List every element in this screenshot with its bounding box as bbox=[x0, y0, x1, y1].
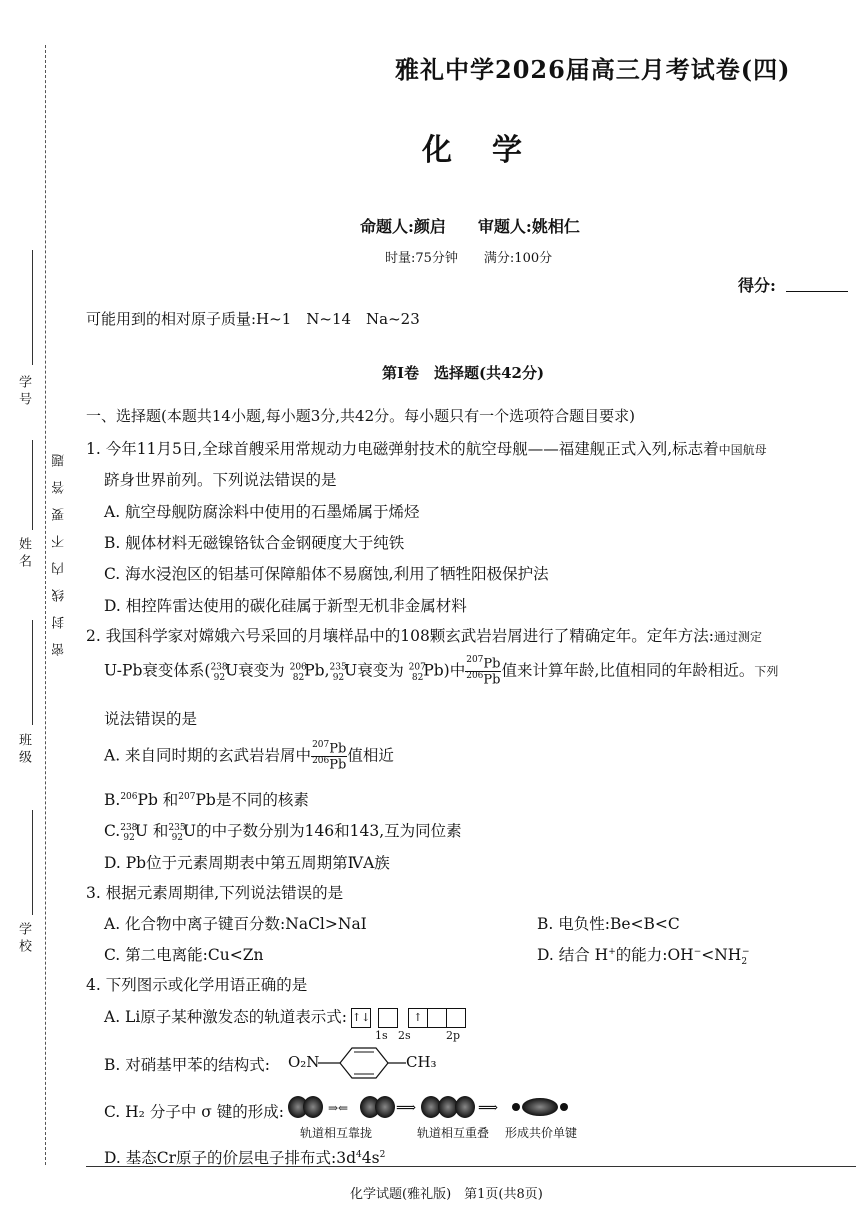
q2-stem2a: U-Pb衰变体系( bbox=[104, 661, 211, 680]
q3-option-a: A. 化合物中离子键百分数:NaCl>NaI bbox=[104, 915, 367, 933]
q1-option-d: D. 相控阵雷达使用的碳化硅属于新型无机非金属材料 bbox=[104, 597, 467, 615]
q4-option-c: C. H₂ 分子中 σ 键的形成: bbox=[104, 1103, 284, 1121]
q3-stem: 3. 根据元素周期律,下列说法错误的是 bbox=[86, 884, 344, 902]
class-line bbox=[32, 620, 33, 725]
svg-text:⟹: ⟹ bbox=[396, 1100, 417, 1116]
exam-title: 雅礼中学2026届高三月考试卷(四) bbox=[395, 55, 791, 84]
q1-option-a: A. 航空母舰防腐涂料中使用的石墨烯属于烯烃 bbox=[104, 503, 420, 521]
school-label bbox=[17, 922, 30, 952]
name-line bbox=[32, 440, 33, 530]
q2-option-a: A. 来自同时期的玄武岩岩屑中 $\frac{^{207}Pb}{^{206}Pb}$ 值相近 bbox=[104, 740, 394, 773]
q2-stem1: 2. 我国科学家对嫦娥六号采回的月壤样品中的108颗玄武岩岩屑进行了精确定年。定年方法: bbox=[86, 627, 715, 645]
score-blank[interactable] bbox=[786, 291, 848, 292]
q1-stem-line1 bbox=[86, 437, 767, 459]
school-line bbox=[32, 810, 33, 915]
q2-option-c: C.$^{238}_{92}$U 和$^{235}_{92}$U的中子数分别为146和143,互为同位素 bbox=[104, 822, 462, 844]
student-no-text: 学 号 bbox=[16, 375, 31, 406]
caption-single-bond: 形成共价单键 bbox=[505, 1126, 578, 1140]
student-no-line bbox=[32, 250, 33, 365]
footer-divider bbox=[86, 1166, 856, 1167]
orbital-2s bbox=[376, 1008, 398, 1028]
q1-option-c: C. 海水浸泡区的铝基可保障船体不易腐蚀,利用了牺牲阳极保护法 bbox=[104, 565, 549, 583]
q2-stem-line1 bbox=[86, 624, 762, 646]
caption-approach: 轨道相互靠拢 bbox=[300, 1126, 373, 1140]
q3-option-b: B. 电负性:Be<B<C bbox=[537, 915, 680, 933]
seal-notice bbox=[53, 440, 66, 656]
q2-ratio: $\frac{^{207}Pb}{^{206}Pb}$ bbox=[466, 655, 501, 688]
q4-stem: 4. 下列图示或化学用语正确的是 bbox=[86, 976, 308, 994]
q1-option-b: B. 舰体材料无磁镍铬钛合金钢硬度大于纯铁 bbox=[104, 534, 405, 552]
q3-option-d: D. 结合 H+的能力$:OH^-<NH_2^-$ bbox=[537, 946, 750, 968]
q2-option-d: D. Pb位于元素周期表中第五周期第ⅣA族 bbox=[104, 854, 390, 872]
class-label bbox=[17, 733, 30, 763]
score-label: 得分: bbox=[738, 276, 776, 295]
subject-title: 化学 bbox=[422, 133, 562, 168]
section-instruction: 一、选择题(本题共14小题,每小题3分,共42分。每小题只有一个选项符合题目要求) bbox=[86, 407, 635, 425]
q2-stem2d: U衰变为 bbox=[344, 661, 404, 680]
q1-stem-line2: 跻身世界前列。下列说法错误的是 bbox=[104, 471, 337, 489]
q2-stem2b: U衰变为 bbox=[225, 661, 285, 680]
q4-option-d: D. 基态Cr原子的价层电子排布式$:3d^44s^2$ bbox=[104, 1149, 386, 1167]
class-text: 班 级 bbox=[16, 733, 31, 764]
q2-stem2c: Pb, bbox=[304, 661, 330, 680]
q2-option-b: B.$^{206}$Pb 和$^{207}$Pb是不同的核素 bbox=[104, 791, 309, 809]
q1-stem1-small: 中国航母 bbox=[718, 443, 767, 457]
name-label bbox=[17, 537, 30, 567]
q2-stem2-small: 下列 bbox=[754, 664, 779, 679]
seal-line bbox=[45, 45, 46, 1165]
q2-a-ratio: $\frac{^{207}Pb}{^{206}Pb}$ bbox=[312, 740, 347, 773]
atomic-masses: 可能用到的相对原子质量:H~1 N~14 Na~23 bbox=[86, 310, 420, 328]
orbital-2p: ↑ bbox=[409, 1008, 466, 1028]
benzene-ring-icon bbox=[318, 1044, 408, 1082]
time-info: 时量:75分钟 满分:100分 bbox=[385, 251, 553, 266]
student-no-label bbox=[17, 375, 30, 405]
q2-stem1-small: 通过测定 bbox=[714, 630, 763, 644]
label-1s: 1s bbox=[375, 1029, 388, 1042]
nitro-group: O₂N bbox=[288, 1053, 320, 1071]
q4-option-a bbox=[104, 1005, 466, 1028]
q2-stem-line3: 说法错误的是 bbox=[104, 710, 198, 728]
q4-option-b: B. 对硝基甲苯的结构式: bbox=[104, 1056, 270, 1074]
caption-overlap: 轨道相互重叠 bbox=[417, 1126, 490, 1140]
q2-stem2f: 值来计算年龄,比值相同的年龄相近。 bbox=[501, 661, 755, 680]
page-footer: 化学试题(雅礼版) 第1页(共8页) bbox=[350, 1187, 543, 1202]
methyl-group: CH₃ bbox=[406, 1053, 437, 1071]
svg-text:⇒⇐: ⇒⇐ bbox=[328, 1101, 349, 1115]
q1-stem1: 1. 今年11月5日,全球首艘采用常规动力电磁弹射技术的航空母舰——福建舰正式入列,标志着 bbox=[86, 440, 719, 458]
school-text: 学 校 bbox=[16, 922, 31, 953]
q2-stem2e: Pb)中 bbox=[423, 661, 466, 680]
label-2p: 2p bbox=[446, 1029, 461, 1042]
q4-a-label: A. Li原子某种激发态的轨道表示式: bbox=[104, 1008, 348, 1026]
authors: 命题人:颜启 审题人:姚相仁 bbox=[360, 217, 580, 236]
name-text: 姓 名 bbox=[16, 537, 31, 568]
svg-text:⟹: ⟹ bbox=[478, 1100, 499, 1116]
orbital-1s: ↑↓ bbox=[352, 1008, 371, 1028]
seal-notice-text: 密封线内不要答题 bbox=[52, 440, 67, 656]
q3-option-c: C. 第二电离能:Cu<Zn bbox=[104, 946, 264, 964]
sigma-bond-formation-icon bbox=[288, 1094, 578, 1120]
label-2s: 2s bbox=[398, 1029, 411, 1042]
section-title: 第Ⅰ卷 选择题(共42分) bbox=[382, 364, 545, 382]
q2-stem-line2: U-Pb衰变体系($^{238}_{92}$U衰变为 $^{206}_{82}$Pb,$^{235}_{92}$U衰变为 $^{207}_{82}$Pb)中 $\frac{^{207}Pb}{^{206}Pb}$ 值来计算年龄,比值相同的年龄相近。下列 bbox=[104, 655, 779, 688]
